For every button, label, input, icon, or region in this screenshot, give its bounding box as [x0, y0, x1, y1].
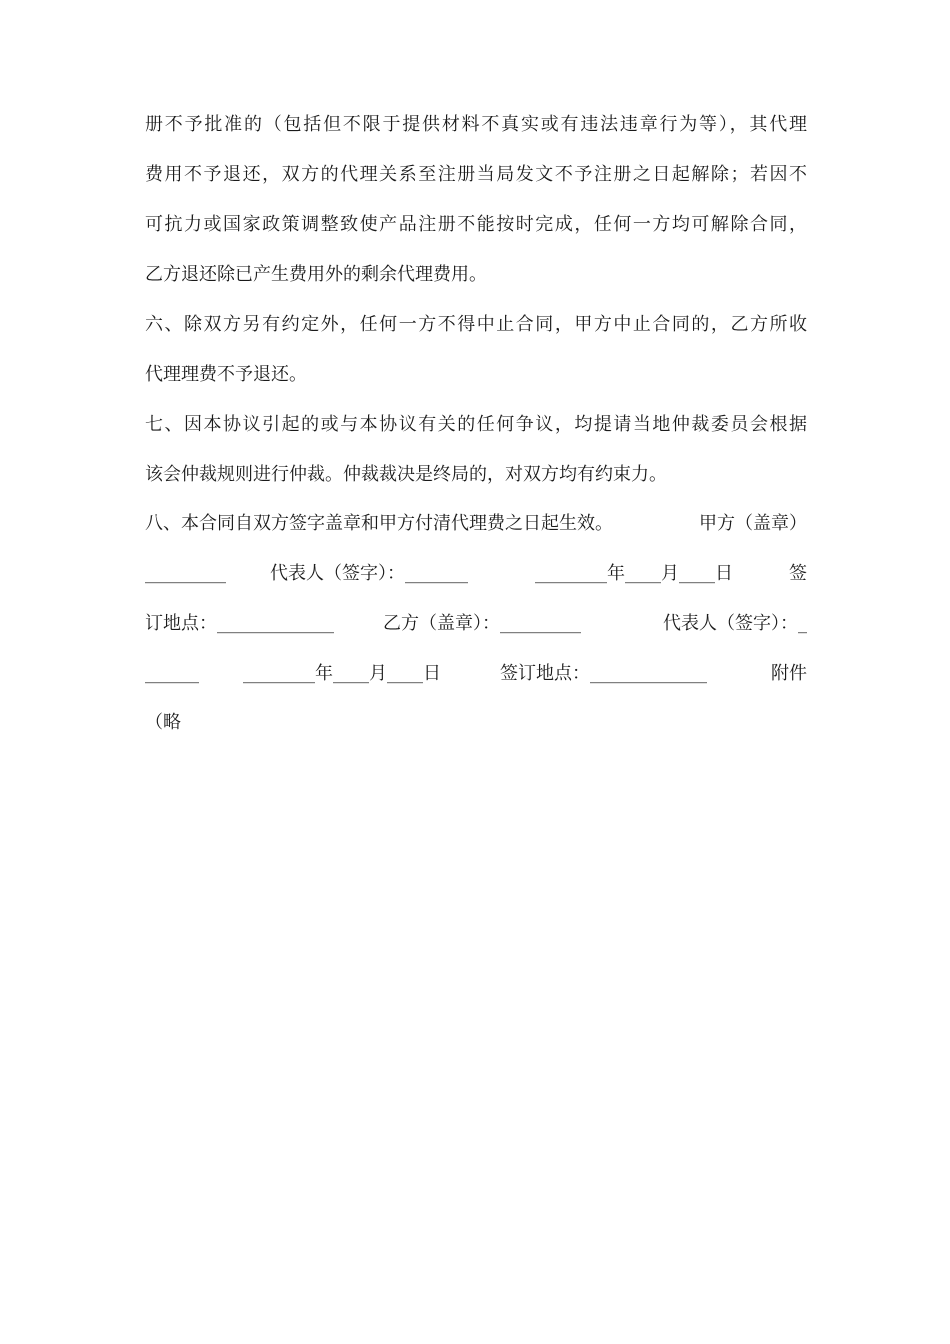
party-a-seal-blank: _________	[145, 563, 226, 584]
clause-8-text: 八、本合同自双方签字盖章和甲方付清代理费之日起生效。	[145, 513, 613, 534]
party-b-date-blank: ________年____月____日	[243, 663, 441, 684]
signature-line-1	[145, 559, 807, 589]
party-a-representative-label: 代表人（签字）：_______	[270, 563, 468, 584]
clause-7-line-2: 该会仲裁规则进行仲裁。仲裁裁决是终局的，对双方均有约束力。	[145, 464, 667, 485]
party-a-seal-label: 甲方（盖章）	[699, 513, 807, 534]
signature-line-3	[145, 659, 807, 689]
party-b-representative-label: 代表人（签字）：_	[663, 613, 807, 634]
paragraph-line-3: 可抗力或国家政策调整致使产品注册不能按时完成，任何一方均可解除合同，	[145, 214, 807, 235]
party-b-representative-blank: ______	[145, 663, 199, 684]
clause-6-line-2: 代理理费不予退还。	[145, 364, 307, 385]
clause-7-line-1: 七、因本协议引起的或与本协议有关的任何争议，均提请当地仲裁委员会根据	[145, 414, 807, 435]
paragraph-line-1: 册不予批准的（包括但不限于提供材料不真实或有违法违章行为等），其代理	[145, 114, 807, 135]
clause-6-line-1: 六、除双方另有约定外，任何一方不得中止合同，甲方中止合同的，乙方所收	[145, 314, 807, 335]
party-a-date-blank: ________年____月____日	[535, 563, 733, 584]
party-a-sign-place-blank: 订地点：_____________	[145, 613, 334, 634]
party-b-seal-label: 乙方（盖章）：_________	[383, 613, 581, 634]
attachment-line	[145, 708, 807, 738]
sign-place-label-start: 签	[789, 563, 807, 584]
signature-line-2	[145, 609, 807, 639]
paragraph-line-4: 乙方退还除已产生费用外的剩余代理费用。	[145, 264, 487, 285]
clause-8-line	[145, 509, 807, 539]
attachment-omitted-text: （略	[145, 712, 181, 733]
paragraph-line-2: 费用不予退还，双方的代理关系至注册当局发文不予注册之日起解除；若因不	[145, 164, 807, 185]
party-b-sign-place-blank: 签订地点：_____________	[500, 663, 707, 684]
attachment-label: 附件	[771, 663, 807, 684]
